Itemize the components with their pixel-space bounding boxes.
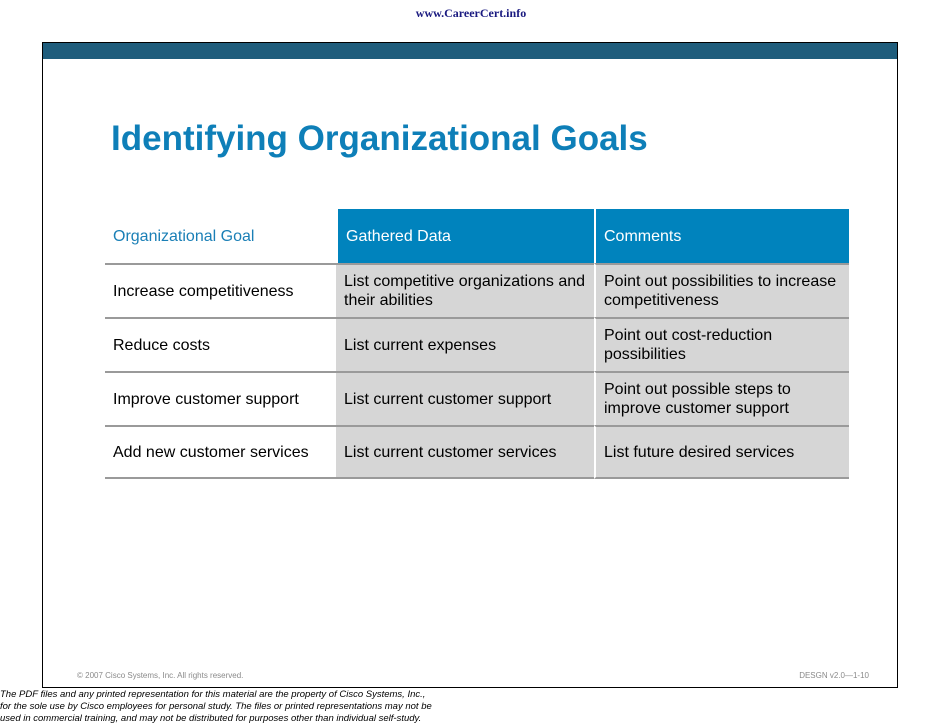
table-row (105, 317, 849, 371)
copyright-notice: © 2007 Cisco Systems, Inc. All rights reserved. (77, 671, 244, 680)
table-row (105, 425, 849, 479)
gathered-data-cell: List current customer support (336, 371, 594, 425)
goal-cell: Add new customer services (105, 425, 336, 479)
column-header-data: Gathered Data (336, 209, 594, 263)
disclaimer (0, 689, 520, 725)
table-header-row (105, 209, 849, 263)
table-row (105, 371, 849, 425)
column-header-goal: Organizational Goal (105, 209, 336, 263)
disclaimer-line: The PDF files and any printed representation for this material are the property of Cisco Systems, Inc., (0, 689, 426, 700)
slide-top-bar (43, 43, 897, 59)
goal-cell: Increase competitiveness (105, 263, 336, 317)
table-row (105, 263, 849, 317)
comment-cell: Point out possibilities to increase competitiveness (594, 263, 849, 317)
disclaimer-line: for the sole use by Cisco employees for personal study. The files or printed representations may not be (0, 701, 432, 712)
comment-cell: Point out cost-reduction possibilities (594, 317, 849, 371)
goals-table (105, 209, 849, 479)
gathered-data-cell: List competitive organizations and their abilities (336, 263, 594, 317)
disclaimer-line: used in commercial training, and may not be distributed for purposes other than individual self-study. (0, 713, 422, 724)
comment-cell: List future desired services (594, 425, 849, 479)
slide-title: Identifying Organizational Goals (111, 119, 648, 158)
gathered-data-cell: List current customer services (336, 425, 594, 479)
comment-cell: Point out possible steps to improve customer support (594, 371, 849, 425)
slide-number: DESGN v2.0—1-10 (799, 671, 869, 680)
column-header-comments: Comments (594, 209, 849, 263)
slide (42, 42, 898, 688)
goal-cell: Improve customer support (105, 371, 336, 425)
goal-cell: Reduce costs (105, 317, 336, 371)
gathered-data-cell: List current expenses (336, 317, 594, 371)
site-header[interactable]: www.CareerCert.info (415, 6, 527, 20)
